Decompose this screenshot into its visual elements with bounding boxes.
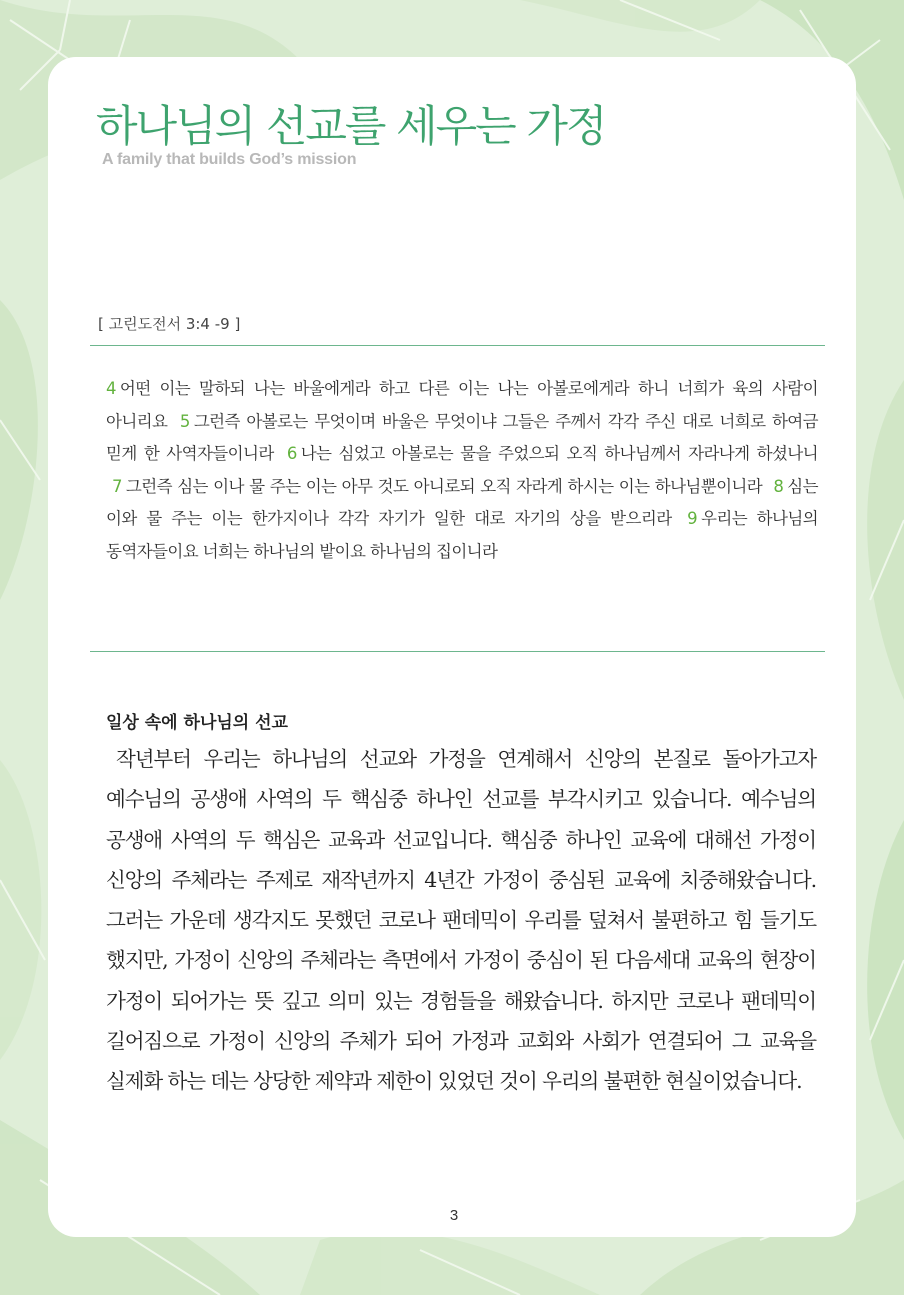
verse-number: 8	[773, 476, 784, 496]
page-number: 3	[449, 1207, 459, 1224]
verse-number: 9	[687, 509, 698, 528]
verse-text: 심는 이와 물 주는 이는 한가지이나 각각 자기가 일한 대로 자기의 상을 받으리라	[106, 476, 818, 528]
divider-bottom	[90, 651, 825, 652]
body-paragraph: 작년부터 우리는 하나님의 선교와 가정을 연계해서 신앙의 본질로 돌아가고자 예수님의 공생애 사역의 두 핵심중 하나인 선교를 부각시키고 있습니다. 예수님의 공생애 사역의 두 핵심은 교육과 선교입니다. 핵심중 하나인 교육에 대해선 가정이 신앙의 주체라는 주제로 재작년까지 4년간 가정이 중심된 교육에 치중해왔습니다. 그러는 가운데 생각지도 못했던 코로나 팬데믹이 우리를 덮쳐서 불편하고 힘 들기도 했지만, 가정이 신앙의 주체라는 측면에서 가정이 중심이 된 다음세대 교육의 현장이 가정이 되어가는 뜻 깊고 의미 있는 경험들을 해왔습니다. 하지만 코로나 팬데믹이 길어짐으로 가정이 신앙의 주체가 되어 가정과 교회와 사회가 연결되어 그 교육을 실제화 하는 데는 상당한 제약과 제한이 있었던 것이 우리의 불편한 현실이었습니다.	[106, 747, 816, 1094]
verse-number: 6	[286, 444, 297, 463]
verse-text: 그런즉 아볼로는 무엇이며 바울은 무엇이냐 그들은 주께서 각각 주신 대로 너희로 하여금 믿게 한 사역자들이니라	[106, 411, 818, 463]
divider-top	[90, 345, 825, 346]
verse-text: 그런즉 심는 이나 물 주는 이는 아무 것도 아니로되 오직 자라게 하시는 이는 하나님뿐이니라	[125, 476, 763, 496]
verse-number: 7	[112, 476, 122, 496]
page-title: 하나님의 선교를 세우는 가정	[96, 102, 606, 152]
verse-text: 우리는 하나님의 동역자들이요 너희는 하나님의 밭이요 하나님의 집이니라	[106, 509, 818, 561]
verse-number: 5	[179, 411, 190, 431]
section-heading: 일상 속에 하나님의 선교	[106, 713, 288, 733]
verse-number: 4	[106, 379, 116, 398]
verse-text: 나는 심었고 아볼로는 물을 주었으되 오직 하나님께서 자라나게 하셨나니	[300, 444, 818, 463]
verse-text: 어떤 이는 말하되 나는 바울에게라 하고 다른 이는 나는 아볼로에게라 하니 너희가 육의 사람이 아니리요	[106, 379, 818, 431]
page-subtitle: A family that builds God’s mission	[102, 151, 357, 168]
scripture-reference: [ 고린도전서 3:4 -9 ]	[98, 315, 241, 333]
scripture-passage	[106, 373, 818, 568]
content-card	[48, 57, 856, 1237]
